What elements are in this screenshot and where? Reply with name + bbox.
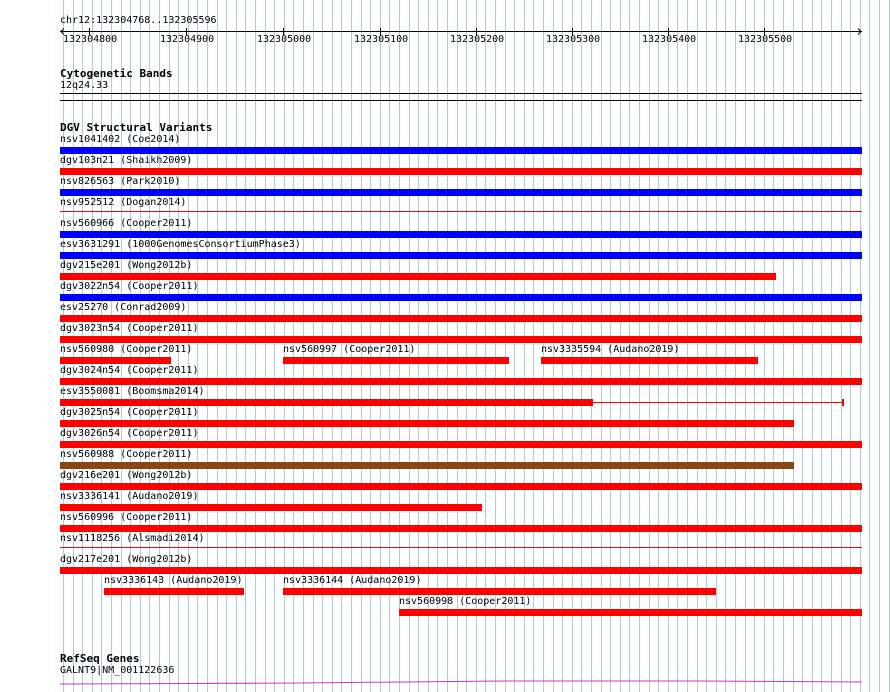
dgv-track-title: DGV Structural Variants: [60, 121, 213, 134]
variant-bar-loss[interactable]: [60, 315, 862, 322]
ruler-tick-label: 132304900: [160, 34, 215, 45]
variant-bar-loss[interactable]: [60, 420, 794, 427]
variant-label[interactable]: nsv560980 (Cooper2011): [60, 344, 193, 355]
ruler-tick-label: 132305500: [738, 34, 793, 45]
variant-label[interactable]: nsv3336143 (Audano2019): [104, 575, 243, 586]
variant-label[interactable]: esv3550081 (Boomsma2014): [60, 386, 205, 397]
variant-bar-loss[interactable]: [283, 357, 509, 364]
ruler-tick-label: 132305400: [642, 34, 697, 45]
ruler-tick-label: 132305200: [450, 34, 505, 45]
variant-label[interactable]: nsv560966 (Cooper2011): [60, 218, 193, 229]
variant-label[interactable]: nsv560997 (Cooper2011): [283, 344, 416, 355]
variant-bar-loss[interactable]: [60, 399, 593, 406]
region-label: chr12:132304768..132305596: [60, 15, 217, 26]
variant-bar-gain[interactable]: [60, 294, 862, 301]
variant-label[interactable]: dgv103n21 (Shaikh2009): [60, 155, 193, 166]
variant-label[interactable]: nsv3336141 (Audano2019): [60, 491, 199, 502]
cytoband-band-top: [60, 93, 862, 94]
variant-bar-loss[interactable]: [60, 273, 776, 280]
variant-label[interactable]: nsv3336144 (Audano2019): [283, 575, 422, 586]
refseq-track-title: RefSeq Genes: [60, 652, 140, 665]
variant-bar-loss[interactable]: [60, 504, 482, 511]
variant-label[interactable]: dgv216e201 (Wong2012b): [60, 470, 193, 481]
variant-bar-gain[interactable]: [60, 147, 862, 154]
variant-bar-loss[interactable]: [541, 357, 758, 364]
variant-label[interactable]: nsv952512 (Dogan2014): [60, 197, 187, 208]
variant-label[interactable]: nsv1041402 (Coe2014): [60, 134, 181, 145]
variant-label[interactable]: nsv1118256 (Alsmadi2014): [60, 533, 205, 544]
variant-label[interactable]: esv25270 (Conrad2009): [60, 302, 187, 313]
refseq-gene-line[interactable]: [0, 676, 890, 686]
variant-label[interactable]: esv3631291 (1000GenomesConsortiumPhase3): [60, 239, 301, 250]
variant-label[interactable]: dgv3024n54 (Cooper2011): [60, 365, 199, 376]
variant-label[interactable]: dgv3022n54 (Cooper2011): [60, 281, 199, 292]
ruler-tick-label: 132305100: [354, 34, 409, 45]
variant-bar-loss[interactable]: [60, 483, 862, 490]
ruler-tick-label: 132305000: [257, 34, 312, 45]
variant-bar-loss[interactable]: [60, 357, 171, 364]
variant-bar-loss[interactable]: [283, 588, 716, 595]
variant-bar-gain[interactable]: [60, 189, 862, 196]
variant-label[interactable]: nsv560998 (Cooper2011): [399, 596, 532, 607]
variant-label[interactable]: dgv3026n54 (Cooper2011): [60, 428, 199, 439]
variant-label[interactable]: nsv560996 (Cooper2011): [60, 512, 193, 523]
variant-bar-complex[interactable]: [60, 462, 794, 469]
variant-label[interactable]: nsv826563 (Park2010): [60, 176, 181, 187]
variant-bar-loss[interactable]: [60, 441, 862, 448]
variant-bar-loss[interactable]: [60, 336, 862, 343]
variant-label[interactable]: dgv215e201 (Wong2012b): [60, 260, 193, 271]
ruler-tick-label: 132304800: [63, 34, 118, 45]
variant-bar-loss[interactable]: [60, 211, 862, 212]
variant-bar-loss[interactable]: [60, 567, 862, 574]
cytoband-track-title: Cytogenetic Bands: [60, 67, 173, 80]
variant-label[interactable]: dgv3025n54 (Cooper2011): [60, 407, 199, 418]
refseq-gene-label[interactable]: GALNT9|NM_001122636: [60, 665, 175, 676]
variant-bar-gain[interactable]: [60, 252, 862, 259]
variant-label[interactable]: nsv560988 (Cooper2011): [60, 449, 193, 460]
variant-bar-loss[interactable]: [60, 525, 862, 532]
variant-bar-loss[interactable]: [60, 378, 862, 385]
cytoband-label[interactable]: 12q24.33: [60, 80, 109, 91]
variant-end-cap: [842, 399, 844, 406]
cytoband-band-bottom: [60, 100, 862, 101]
ruler-tick-label: 132305300: [546, 34, 601, 45]
variant-bar-loss[interactable]: [104, 588, 244, 595]
variant-extension-line[interactable]: [593, 402, 842, 403]
variant-bar-gain[interactable]: [60, 231, 862, 238]
variant-label[interactable]: dgv3023n54 (Cooper2011): [60, 323, 199, 334]
variant-bar-loss[interactable]: [60, 547, 862, 548]
variant-bar-loss[interactable]: [399, 609, 862, 616]
variant-label[interactable]: dgv217e201 (Wong2012b): [60, 554, 193, 565]
variant-bar-loss[interactable]: [60, 168, 862, 175]
variant-label[interactable]: nsv3335594 (Audano2019): [541, 344, 680, 355]
